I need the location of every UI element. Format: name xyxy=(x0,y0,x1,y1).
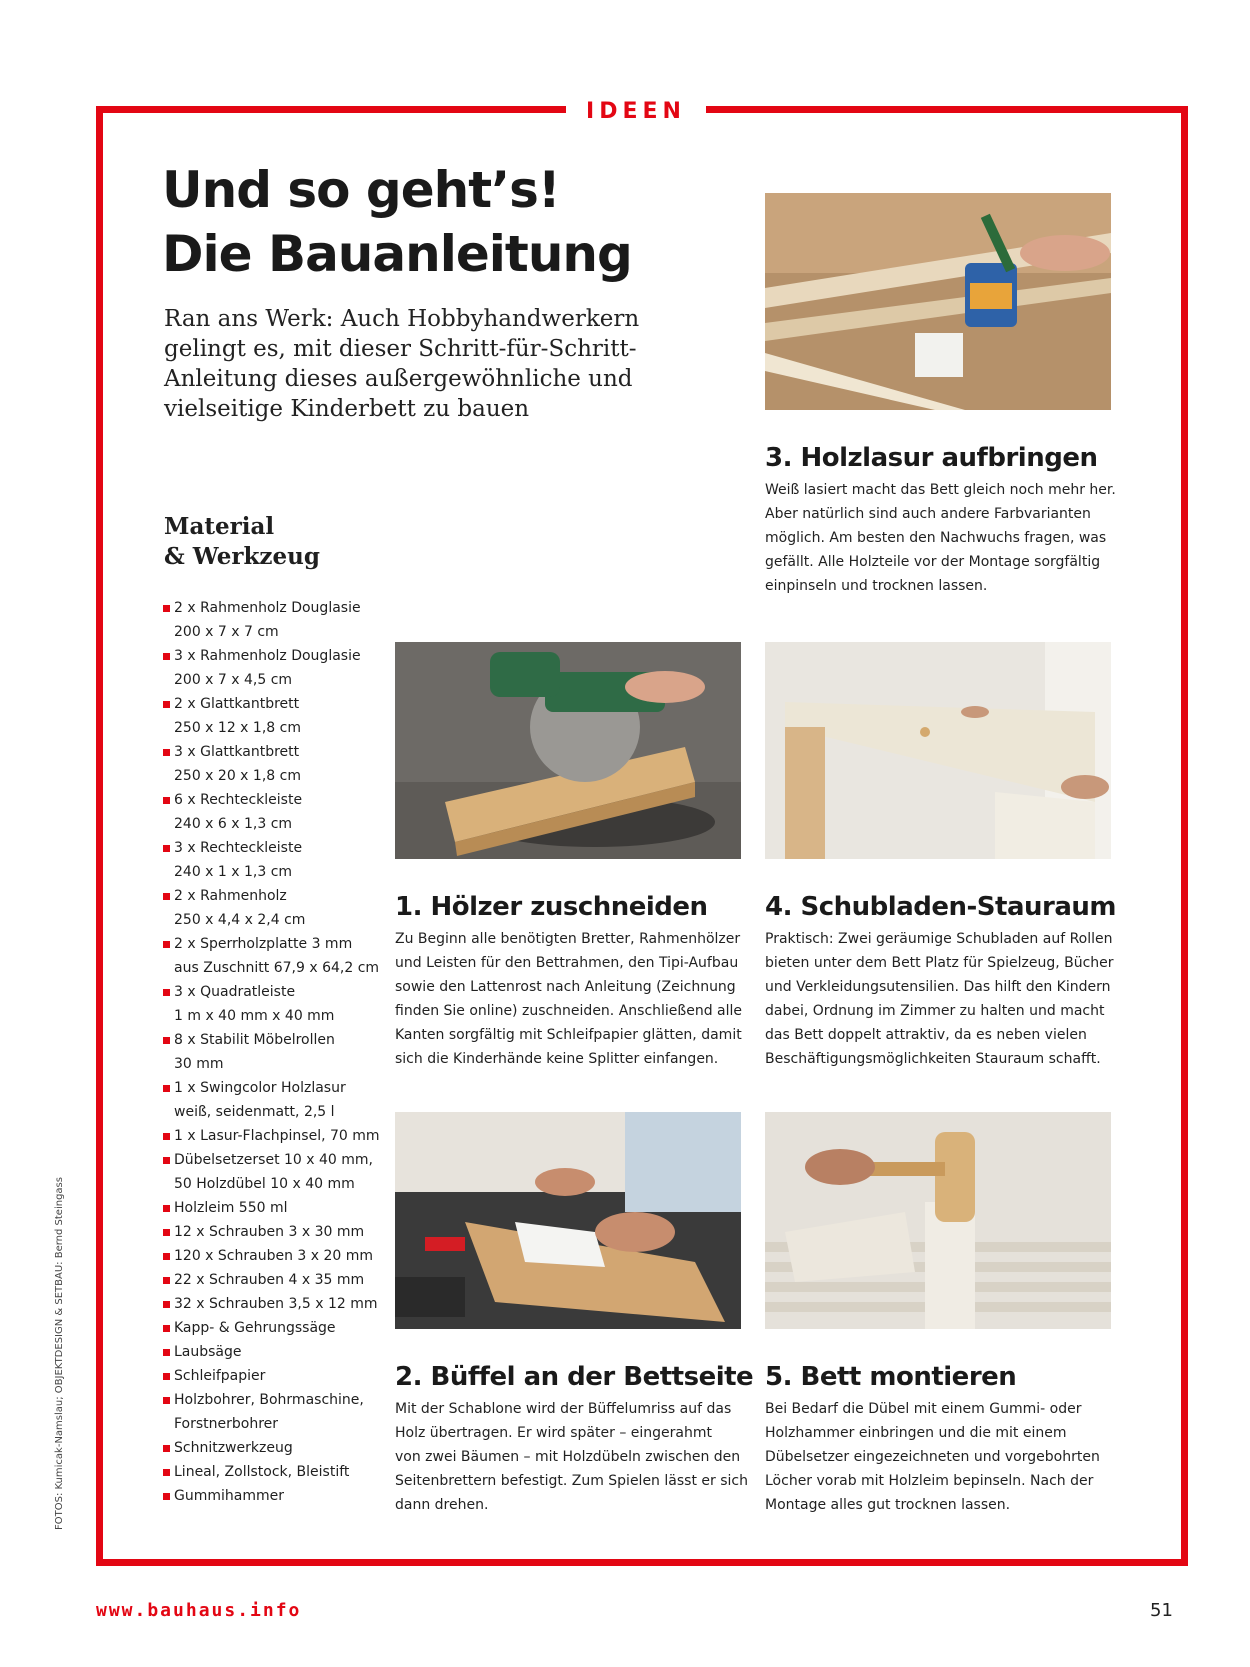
step-text-line: Weiß lasiert macht das Bett gleich noch mehr her. xyxy=(765,482,1116,498)
headline-line-1: Und so geht’s! xyxy=(162,161,560,219)
material-item xyxy=(160,836,410,884)
material-item-line: 200 x 7 x 4,5 cm xyxy=(174,672,293,688)
material-item xyxy=(160,1076,410,1124)
material-item xyxy=(160,1148,410,1196)
page-number: 51 xyxy=(1150,1600,1173,1621)
bullet-square-icon xyxy=(163,797,170,804)
step-1-title: 1. Hölzer zuschneiden xyxy=(395,892,708,922)
step-4-title: 4. Schubladen-Stauraum xyxy=(765,892,1116,922)
material-item-line: 200 x 7 x 7 cm xyxy=(174,624,279,640)
material-item-line: Holzleim 550 ml xyxy=(174,1200,288,1216)
step-text-line: Dübelsetzer eingezeichneten und vorgebohrten xyxy=(765,1449,1100,1465)
bullet-square-icon xyxy=(163,653,170,660)
material-heading xyxy=(164,512,464,572)
intro-text xyxy=(164,304,684,424)
step-text-line: gefällt. Alle Holzteile vor der Montage sorgfältig xyxy=(765,554,1101,570)
step-text-line: Mit der Schablone wird der Büffelumriss auf das xyxy=(395,1401,732,1417)
photo-saw-image xyxy=(395,642,741,859)
step-2-text xyxy=(395,1397,748,1517)
material-item-line: Gummihammer xyxy=(174,1488,284,1504)
material-item xyxy=(160,932,410,980)
photo-step-2 xyxy=(395,1112,741,1329)
material-item xyxy=(160,980,410,1028)
material-item-line: 50 Holzdübel 10 x 40 mm xyxy=(174,1176,355,1192)
material-item-line: 3 x Rahmenholz Douglasie xyxy=(174,648,361,664)
material-item xyxy=(160,692,410,740)
step-3-text xyxy=(765,478,1115,598)
material-heading-line: & Werkzeug xyxy=(164,543,320,570)
step-text-line: finden Sie online) zuschneiden. Anschließend alle xyxy=(395,1003,743,1019)
section-tag: IDEEN xyxy=(566,92,706,132)
bullet-square-icon xyxy=(163,605,170,612)
material-item-line: 3 x Quadratleiste xyxy=(174,984,296,1000)
bullet-square-icon xyxy=(163,893,170,900)
photo-step-5 xyxy=(765,1112,1111,1329)
bullet-square-icon xyxy=(163,1133,170,1140)
material-item xyxy=(160,740,410,788)
intro-line: Anleitung dieses außergewöhnliche und xyxy=(164,366,633,392)
material-item-line: 2 x Rahmenholz Douglasie xyxy=(174,600,361,616)
material-item xyxy=(160,1484,410,1508)
material-item-line: Schleifpapier xyxy=(174,1368,266,1384)
bullet-square-icon xyxy=(163,1349,170,1356)
bullet-square-icon xyxy=(163,1445,170,1452)
material-item-line: Laubsäge xyxy=(174,1344,242,1360)
material-item-line: 3 x Glattkantbrett xyxy=(174,744,300,760)
bullet-square-icon xyxy=(163,1325,170,1332)
headline-line-2: Die Bauanleitung xyxy=(162,225,632,283)
material-item-line: Dübelsetzerset 10 x 40 mm, xyxy=(174,1152,373,1168)
step-2-title: 2. Büffel an der Bettseite xyxy=(395,1362,754,1392)
material-item xyxy=(160,788,410,836)
intro-line: Ran ans Werk: Auch Hobbyhandwerkern xyxy=(164,306,640,332)
step-text-line: das Bett doppelt attraktiv, da es neben vielen xyxy=(765,1027,1087,1043)
material-item-line: 250 x 12 x 1,8 cm xyxy=(174,720,301,736)
material-item xyxy=(160,1292,410,1316)
material-item-line: 8 x Stabilit Möbelrollen xyxy=(174,1032,335,1048)
step-text-line: dabei, Ordnung im Zimmer zu halten und macht xyxy=(765,1003,1105,1019)
material-item-line: Holzbohrer, Bohrmaschine, xyxy=(174,1392,364,1408)
bullet-square-icon xyxy=(163,845,170,852)
step-text-line: Seitenbrettern befestigt. Zum Spielen lässt er sich xyxy=(395,1473,748,1489)
bullet-square-icon xyxy=(163,1469,170,1476)
photo-step-3 xyxy=(765,193,1111,410)
step-4-text xyxy=(765,927,1115,1071)
material-heading-line: Material xyxy=(164,513,275,540)
material-item-line: Forstnerbohrer xyxy=(174,1416,279,1432)
step-text-line: einpinseln und trocknen lassen. xyxy=(765,578,988,594)
step-text-line: sich die Kinderhände keine Splitter einfangen. xyxy=(395,1051,719,1067)
material-item xyxy=(160,1028,410,1076)
material-item xyxy=(160,1460,410,1484)
material-item-line: aus Zuschnitt 67,9 x 64,2 cm xyxy=(174,960,380,976)
step-text-line: sowie den Lattenrost nach Anleitung (Zeichnung xyxy=(395,979,736,995)
step-text-line: bieten unter dem Bett Platz für Spielzeug, Bücher xyxy=(765,955,1114,971)
intro-line: vielseitige Kinderbett zu bauen xyxy=(164,396,530,422)
step-text-line: möglich. Am besten den Nachwuchs fragen, was xyxy=(765,530,1107,546)
material-item-line: 250 x 4,4 x 2,4 cm xyxy=(174,912,306,928)
material-item xyxy=(160,1316,410,1340)
material-item xyxy=(160,884,410,932)
material-item xyxy=(160,1244,410,1268)
step-text-line: Holzhammer einbringen und die mit einem xyxy=(765,1425,1067,1441)
bullet-square-icon xyxy=(163,989,170,996)
step-1-text xyxy=(395,927,745,1071)
step-text-line: und Verkleidungsutensilien. Das hilft den Kindern xyxy=(765,979,1111,995)
material-item-line: 32 x Schrauben 3,5 x 12 mm xyxy=(174,1296,378,1312)
material-item-line: 6 x Rechteckleiste xyxy=(174,792,303,808)
material-item-line: 30 mm xyxy=(174,1056,224,1072)
material-item-line: 1 x Lasur-Flachpinsel, 70 mm xyxy=(174,1128,380,1144)
material-item-line: 1 m x 40 mm x 40 mm xyxy=(174,1008,335,1024)
bullet-square-icon xyxy=(163,1397,170,1404)
material-item xyxy=(160,596,410,644)
step-text-line: Bei Bedarf die Dübel mit einem Gummi- oder xyxy=(765,1401,1082,1417)
step-text-line: Holz übertragen. Er wird später – eingerahmt xyxy=(395,1425,712,1441)
material-item-line: 240 x 1 x 1,3 cm xyxy=(174,864,293,880)
material-item-line: Schnitzwerkzeug xyxy=(174,1440,293,1456)
photo-template-image xyxy=(395,1112,741,1329)
material-item xyxy=(160,1196,410,1220)
step-text-line: Praktisch: Zwei geräumige Schubladen auf Rollen xyxy=(765,931,1113,947)
material-item xyxy=(160,1124,410,1148)
photo-step-4 xyxy=(765,642,1111,859)
material-item-line: 2 x Rahmenholz xyxy=(174,888,287,904)
bullet-square-icon xyxy=(163,1205,170,1212)
material-item xyxy=(160,1436,410,1460)
intro-line: gelingt es, mit dieser Schritt-für-Schritt- xyxy=(164,336,637,362)
step-text-line: dann drehen. xyxy=(395,1497,489,1513)
footer-url-link[interactable]: www.bauhaus.info xyxy=(96,1600,302,1621)
material-item-line: Kapp- & Gehrungssäge xyxy=(174,1320,336,1336)
material-item xyxy=(160,1388,410,1436)
step-text-line: und Leisten für den Bettrahmen, den Tipi-Aufbau xyxy=(395,955,739,971)
step-text-line: Zu Beginn alle benötigten Bretter, Rahmenhölzer xyxy=(395,931,741,947)
material-item xyxy=(160,644,410,692)
step-text-line: Löcher vorab mit Holzleim bepinseln. Nach der xyxy=(765,1473,1094,1489)
photo-lasur-image xyxy=(765,193,1111,410)
material-item xyxy=(160,1364,410,1388)
material-item-line: 3 x Rechteckleiste xyxy=(174,840,303,856)
photo-hammer-image xyxy=(765,1112,1111,1329)
step-text-line: Kanten sorgfältig mit Schleifpapier glätten, damit xyxy=(395,1027,742,1043)
material-item-line: 22 x Schrauben 4 x 35 mm xyxy=(174,1272,365,1288)
material-item-line: weiß, seidenmatt, 2,5 l xyxy=(174,1104,335,1120)
material-item xyxy=(160,1340,410,1364)
bullet-square-icon xyxy=(163,701,170,708)
step-5-title: 5. Bett montieren xyxy=(765,1362,1017,1392)
material-list xyxy=(160,596,410,1508)
material-item-line: 1 x Swingcolor Holzlasur xyxy=(174,1080,346,1096)
bullet-square-icon xyxy=(163,1157,170,1164)
material-item-line: 12 x Schrauben 3 x 30 mm xyxy=(174,1224,365,1240)
bullet-square-icon xyxy=(163,1373,170,1380)
bullet-square-icon xyxy=(163,1085,170,1092)
bullet-square-icon xyxy=(163,941,170,948)
material-item-line: 2 x Sperrholzplatte 3 mm xyxy=(174,936,353,952)
bullet-square-icon xyxy=(163,1277,170,1284)
bullet-square-icon xyxy=(163,1229,170,1236)
material-item-line: 120 x Schrauben 3 x 20 mm xyxy=(174,1248,374,1264)
material-item-line: 250 x 20 x 1,8 cm xyxy=(174,768,301,784)
step-text-line: Aber natürlich sind auch andere Farbvarianten xyxy=(765,506,1091,522)
photo-drawer-image xyxy=(765,642,1111,859)
photo-step-1 xyxy=(395,642,741,859)
material-item-line: 2 x Glattkantbrett xyxy=(174,696,300,712)
photo-credit: FOTOS: Kumicak-Namslau; OBJEKTDESIGN & SETBAU: Bernd Steingass xyxy=(54,1177,65,1530)
bullet-square-icon xyxy=(163,1301,170,1308)
step-text-line: Montage alles gut trocknen lassen. xyxy=(765,1497,1011,1513)
step-5-text xyxy=(765,1397,1115,1517)
bullet-square-icon xyxy=(163,749,170,756)
material-item-line: Lineal, Zollstock, Bleistift xyxy=(174,1464,350,1480)
step-text-line: von zwei Bäumen – mit Holzdübeln zwischen den xyxy=(395,1449,741,1465)
bullet-square-icon xyxy=(163,1037,170,1044)
material-item xyxy=(160,1220,410,1244)
material-item xyxy=(160,1268,410,1292)
bullet-square-icon xyxy=(163,1493,170,1500)
material-item-line: 240 x 6 x 1,3 cm xyxy=(174,816,293,832)
step-text-line: Beschäftigungsmöglichkeiten Stauraum schafft. xyxy=(765,1051,1101,1067)
step-3-title: 3. Holzlasur aufbringen xyxy=(765,443,1098,473)
bullet-square-icon xyxy=(163,1253,170,1260)
headline xyxy=(162,158,722,286)
